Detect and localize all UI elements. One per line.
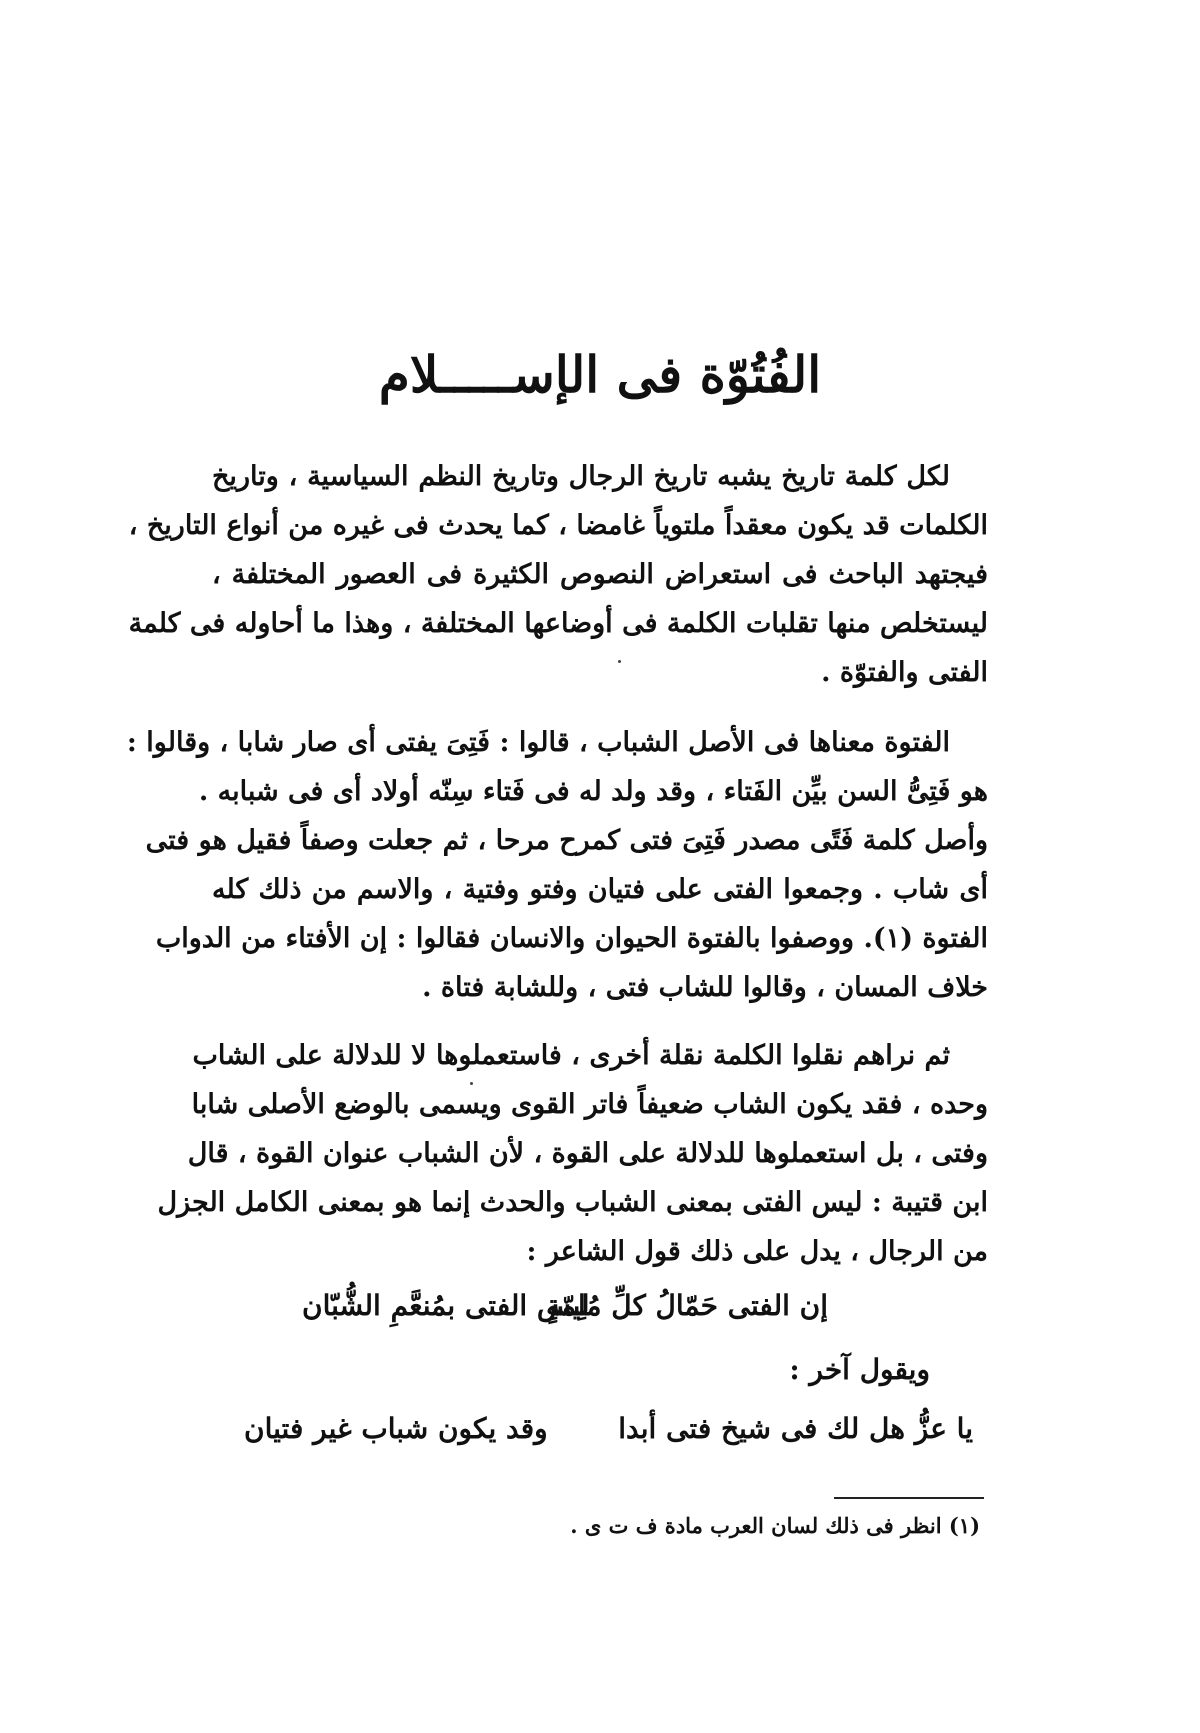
verse-1 <box>212 1289 988 1345</box>
text-line: ليستخلص منها تقلبات الكلمة فى أوضاعها المختلفة ، وهذا ما أحاوله فى كلمة <box>128 608 988 639</box>
footnote-divider <box>834 1497 984 1499</box>
text-line: وأصل كلمة فَتًى مصدر فَتِىَ فتى كمرح مرحا ، ثم جعلت وصفاً فقيل هو فتى <box>145 825 988 856</box>
paragraph-2 <box>126 718 988 1012</box>
text-line: وفتى ، بل استعملوها للدلالة على القوة ، لأن الشباب عنوان القوة ، قال <box>187 1138 988 1169</box>
scan-speck <box>470 1082 473 1085</box>
verse-1-second-hemistich: ليس الفتى بمُنعَّمِ الشُّبّان <box>302 1289 590 1322</box>
text-line: هو فَتِىُّ السن بيِّن الفَتاء ، وقد ولد له فى فَتاء سِنّه أولاد أى فى شبابه . <box>198 776 988 807</box>
text-line: ابن قتيبة : ليس الفتى بمعنى الشباب والحدث إنما هو بمعنى الكامل الجزل <box>157 1187 988 1218</box>
text-line: الفتوة (١). ووصفوا بالفتوة الحيوان والانسان فقالوا : إن الأفتاء من الدواب <box>155 923 988 954</box>
verse-1-first-hemistich: إن الفتى حَمّالُ كلِّ مُلِمّةٍ <box>546 1289 828 1322</box>
paragraph-3 <box>157 1031 988 1276</box>
text-line: وحده ، فقد يكون الشاب ضعيفاً فاتر القوى ويسمى بالوضع الأصلى شابا <box>191 1089 988 1120</box>
verse-2-intro: ويقول آخر : <box>789 1353 930 1386</box>
text-line: من الرجال ، يدل على ذلك قول الشاعر : <box>526 1236 988 1267</box>
text-line: الفتى والفتوّة . <box>821 657 988 688</box>
verse-2-first-hemistich: يا عزُّ هل لك فى شيخ فتى أبدا <box>618 1412 973 1445</box>
verse-2-second-hemistich: وقد يكون شباب غير فتيان <box>244 1412 548 1445</box>
text-line: ثم نراهم نقلوا الكلمة نقلة أخرى ، فاستعملوها لا للدلالة على الشاب <box>192 1040 950 1071</box>
text-line: الفتوة معناها فى الأصل الشباب ، قالوا : فَتِىَ يفتى أى صار شابا ، وقالوا : <box>126 727 950 758</box>
scan-speck <box>618 660 621 663</box>
text-line: فيجتهد الباحث فى استعراض النصوص الكثيرة فى العصور المختلفة ، <box>212 559 988 590</box>
footnote: (١) انظر فى ذلك لسان العرب مادة ف ت ى . <box>570 1513 980 1538</box>
text-line: لكل كلمة تاريخ يشبه تاريخ الرجال وتاريخ النظم السياسية ، وتاريخ <box>212 461 950 492</box>
page-title: الفُتُوّة فى الإســـــلام <box>378 345 822 404</box>
verse-2 <box>212 1412 988 1468</box>
paragraph-1 <box>128 452 988 697</box>
text-line: الكلمات قد يكون معقداً ملتوياً غامضا ، كما يحدث فى غيره من أنواع التاريخ ، <box>128 510 988 541</box>
text-line: أى شاب . وجمعوا الفتى على فتيان وفتو وفتية ، والاسم من ذلك كله <box>212 874 988 905</box>
text-line: خلاف المسان ، وقالوا للشاب فتى ، وللشابة فتاة . <box>422 972 988 1003</box>
